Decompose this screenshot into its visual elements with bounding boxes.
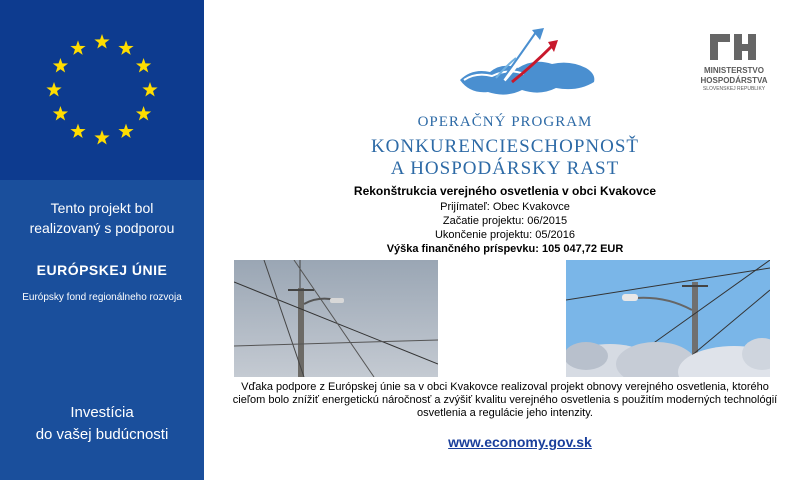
eu-panel bbox=[0, 0, 204, 480]
eu-flag-icon bbox=[0, 0, 204, 180]
project-start: Začatie projektu: 06/2015 bbox=[442, 215, 568, 227]
project-recipient: Prijímateľ: Obec Kvakovce bbox=[440, 201, 570, 213]
program-label: OPERAČNÝ PROGRAM bbox=[417, 114, 593, 130]
slovakia-arrows-logo-icon bbox=[452, 22, 602, 100]
eu-union-label: EURÓPSKEJ ÚNIE bbox=[36, 262, 168, 278]
eu-text-line: realizovaný s podporou bbox=[29, 220, 175, 236]
program-title: KONKURENCIESCHOPNOSŤ bbox=[370, 136, 640, 157]
project-end: Ukončenie projektu: 05/2016 bbox=[434, 229, 576, 241]
project-title: Rekonštrukcia verejného osvetlenia v obci Kvakovce bbox=[353, 184, 657, 198]
project-description: Vďaka podpore z Európskej únie sa v obci Kvakovce realizoval projekt obnovy verejného osvetlenia, ktorého cieľom bolo znížiť energetickú náročnosť a zvýšiť kvalitu verejného osvetlenia s použitím moderných technológií osvetlenia a regulácie jeho intenzity. bbox=[232, 381, 778, 419]
street-lamp-blossom-photo-icon bbox=[566, 260, 770, 377]
eu-invest-line: do vašej budúcnosti bbox=[35, 426, 169, 443]
eu-text-line: Tento projekt bol bbox=[50, 200, 154, 216]
program-title: A HOSPODÁRSKY RAST bbox=[390, 158, 620, 179]
eu-invest-line: Investícia bbox=[70, 404, 134, 421]
eu-fund-label: Európsky fond regionálneho rozvoja bbox=[22, 292, 182, 303]
website-link[interactable]: www.economy.gov.sk bbox=[448, 434, 592, 450]
ministry-country: SLOVENSKEJ REPUBLIKY bbox=[702, 86, 766, 92]
ministry-name: HOSPODÁRSTVA bbox=[700, 76, 768, 85]
ministry-name: MINISTERSTVO bbox=[703, 66, 764, 75]
street-lamp-photo-icon bbox=[234, 260, 438, 377]
project-amount: Výška finančného príspevku: 105 047,72 EUR bbox=[386, 243, 624, 255]
